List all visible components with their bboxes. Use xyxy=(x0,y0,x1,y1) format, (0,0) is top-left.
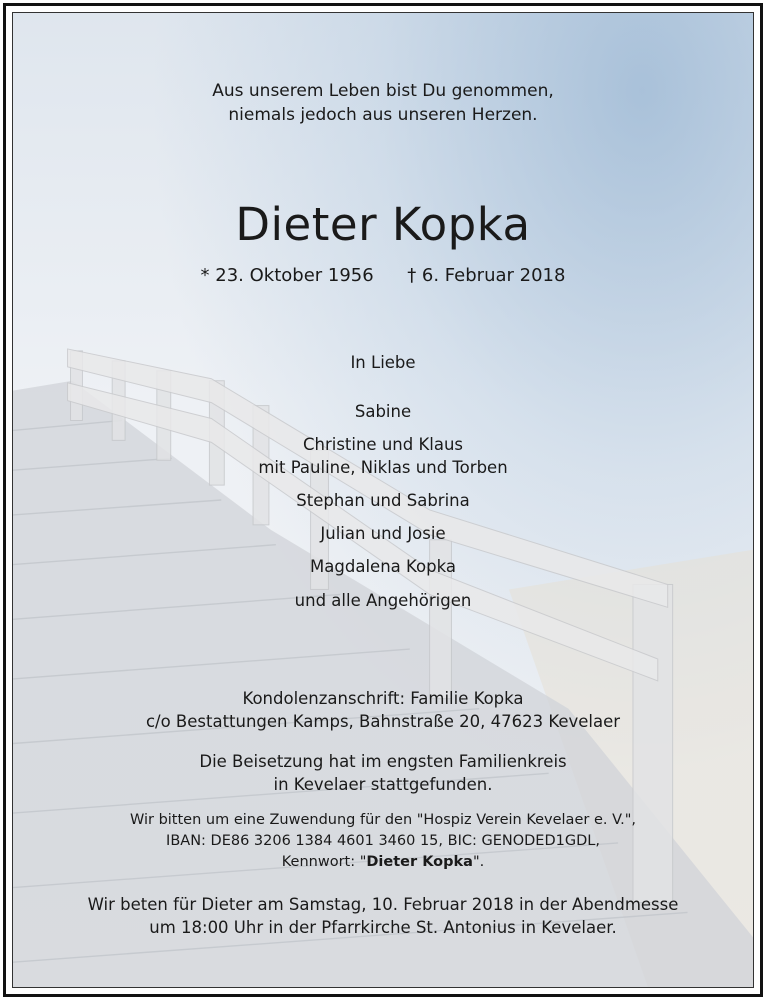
family-member: Christine und Klaus xyxy=(302,435,464,454)
family-member: Magdalena Kopka xyxy=(310,557,456,576)
donation-line-2: IBAN: DE86 3206 1384 4601 3460 15, BIC: GENODED1GDL, xyxy=(166,833,600,849)
death-date: † 6. Februar 2018 xyxy=(407,265,566,286)
family-member: mit Pauline, Niklas und Torben xyxy=(258,458,508,477)
family-member: Julian und Josie xyxy=(320,524,446,543)
motto-line-1: Aus unserem Leben bist Du genommen, xyxy=(212,81,554,101)
burial-line-2: in Kevelaer stattgefunden. xyxy=(273,775,493,794)
keyword-prefix: Kennwort: " xyxy=(281,854,367,870)
keyword-suffix: ". xyxy=(472,854,485,870)
condolence-address-line-2: c/o Bestattungen Kamps, Bahnstraße 20, 47623 Kevelaer xyxy=(145,712,621,731)
mass-line-1: Wir beten für Dieter am Samstag, 10. Februar 2018 in der Abendmesse xyxy=(87,895,679,914)
in-love-label: In Liebe xyxy=(350,353,416,372)
deceased-name: Dieter Kopka xyxy=(235,198,531,251)
outer-frame xyxy=(3,3,763,997)
keyword-value: Dieter Kopka xyxy=(366,854,473,870)
burial-line-1: Die Beisetzung hat im engsten Familienkreis xyxy=(199,752,567,771)
donation-keyword xyxy=(13,852,753,873)
donation-line-1: Wir bitten um eine Zuwendung für den "Hospiz Verein Kevelaer e. V.", xyxy=(129,812,637,828)
life-dates xyxy=(13,264,753,288)
condolence-address-line-1: Kondolenzanschrift: Familie Kopka xyxy=(242,689,524,708)
mass-line-2: um 18:00 Uhr in der Pfarrkirche St. Antonius in Kevelaer. xyxy=(149,918,617,937)
notice-content xyxy=(13,13,753,987)
family-member: und alle Angehörigen xyxy=(294,591,472,610)
motto-line-2: niemals jedoch aus unseren Herzen. xyxy=(228,105,538,125)
notice-panel xyxy=(12,12,754,988)
birth-date: * 23. Oktober 1956 xyxy=(200,265,374,286)
family-member: Stephan und Sabrina xyxy=(296,491,470,510)
family-member: Sabine xyxy=(354,402,412,421)
